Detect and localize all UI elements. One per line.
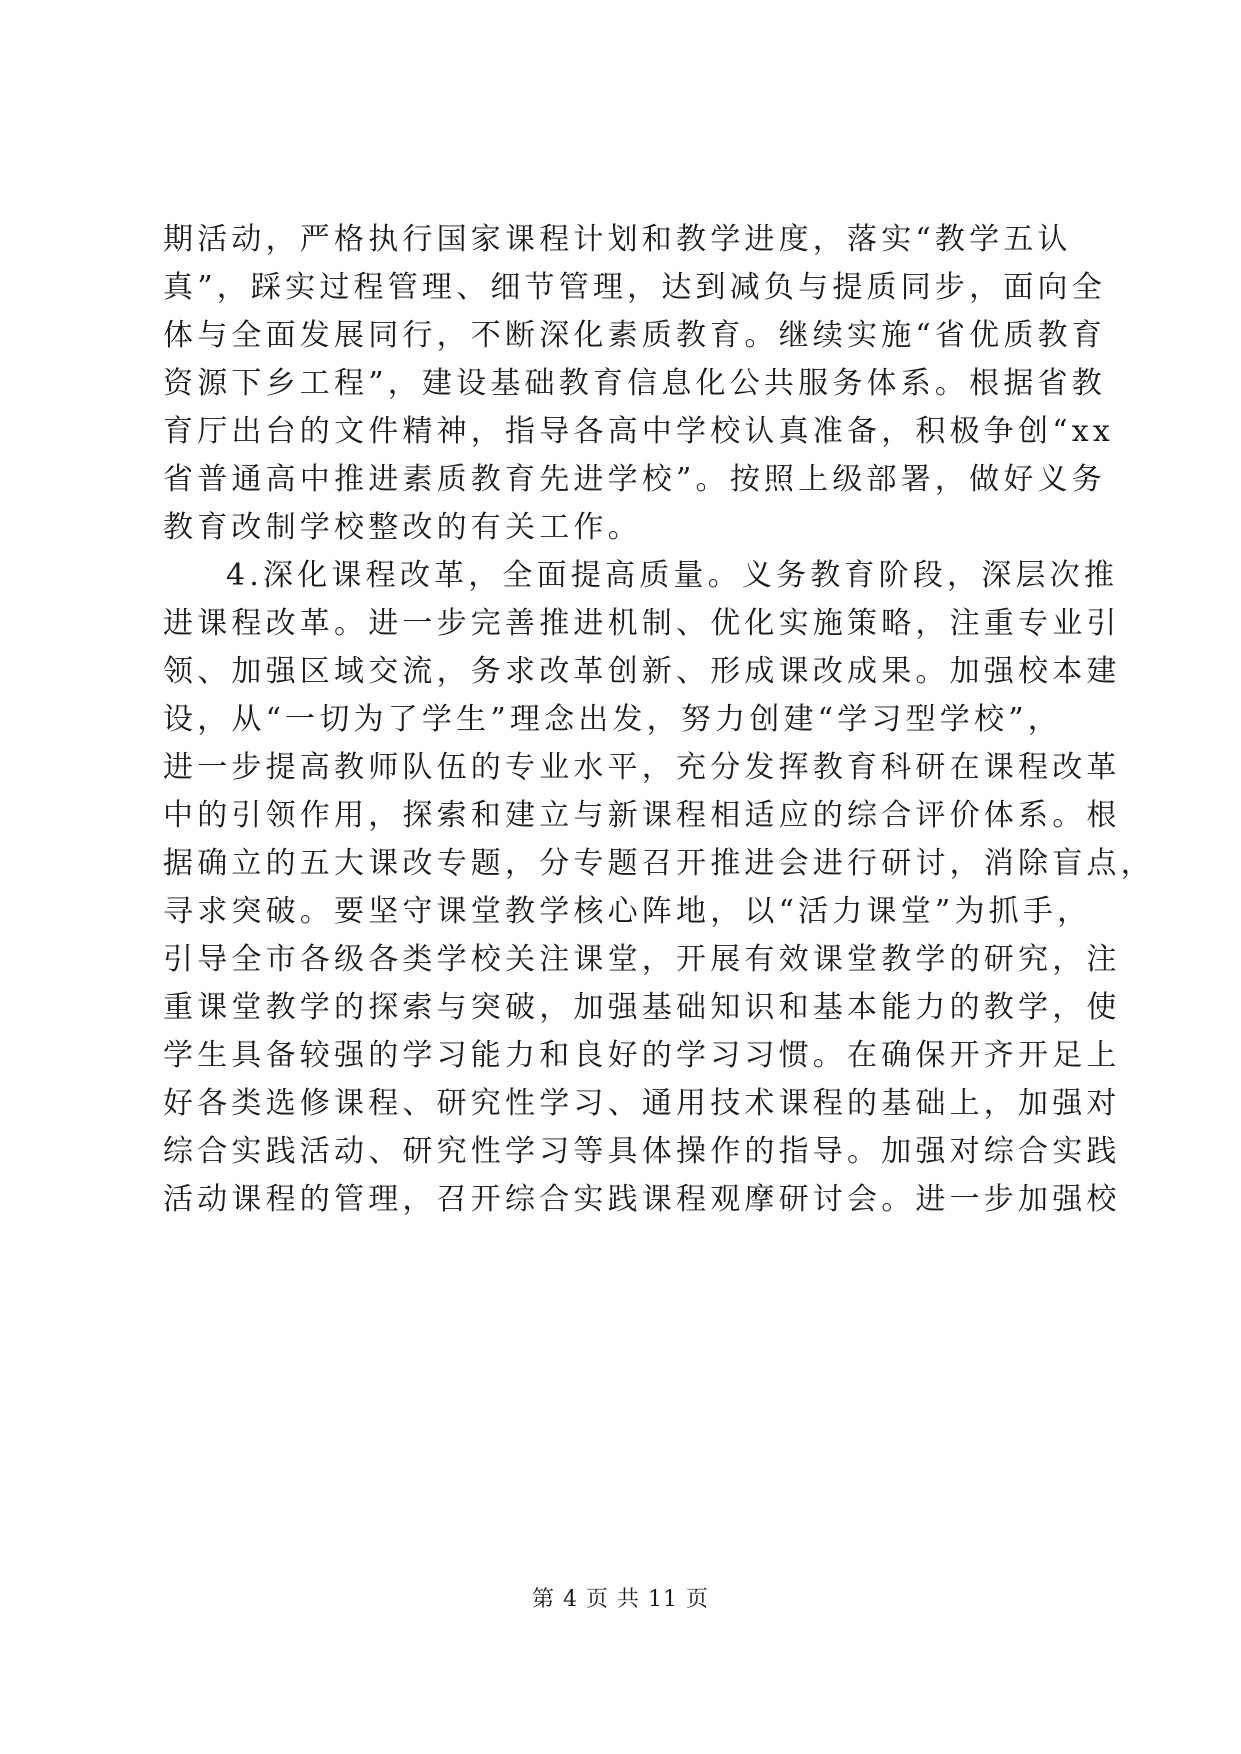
- body-text-line: 育厅出台的文件精神，指导各高中学校认真准备，积极争创“xx: [163, 414, 1114, 449]
- body-text-line: 资源下乡工程”，建设基础教育信息化公共服务体系。根据省教: [163, 366, 1106, 401]
- body-text-line: 省普通高中推进素质教育先进学校”。按照上级部署，做好义务: [163, 462, 1106, 497]
- body-text-line: 进课程改革。进一步完善推进机制、优化实施策略，注重专业引: [163, 606, 1121, 641]
- body-text-line: 期活动，严格执行国家课程计划和教学进度，落实“教学五认: [163, 222, 1072, 257]
- page-number-footer: 第 4 页 共 11 页: [532, 1587, 709, 1612]
- body-text-line: 体与全面发展同行，不断深化素质教育。继续实施“省优质教育: [163, 318, 1106, 353]
- paragraph-first-line: 4.深化课程改革，全面提高质量。义务教育阶段，深层次推: [226, 558, 1119, 593]
- body-text-line: 设，从“一切为了学生”理念出发，努力创建“学习型学校”，: [163, 702, 1062, 737]
- body-text-line: 领、加强区域交流，务求改革创新、形成课改成果。加强校本建: [163, 654, 1121, 689]
- body-text-line: 教育改制学校整改的有关工作。: [163, 510, 642, 545]
- body-text-line: 综合实践活动、研究性学习等具体操作的指导。加强对综合实践: [163, 1134, 1121, 1169]
- body-text-line: 中的引领作用，探索和建立与新课程相适应的综合评价体系。根: [163, 798, 1121, 833]
- body-text-line: 据确立的五大课改专题，分专题召开推进会进行研讨，消除盲点，: [163, 846, 1155, 881]
- body-text-line: 引导全市各级各类学校关注课堂，开展有效课堂教学的研究，注: [163, 942, 1121, 977]
- body-text-line: 真”，踩实过程管理、细节管理，达到减负与提质同步，面向全: [163, 270, 1106, 305]
- body-text-line: 好各类选修课程、研究性学习、通用技术课程的基础上，加强对: [163, 1086, 1121, 1121]
- body-text-line: 活动课程的管理，召开综合实践课程观摩研讨会。进一步加强校: [163, 1182, 1121, 1217]
- body-text-line: 学生具备较强的学习能力和良好的学习习惯。在确保开齐开足上: [163, 1038, 1121, 1073]
- body-text-line: 进一步提高教师队伍的专业水平，充分发挥教育科研在课程改革: [163, 750, 1121, 785]
- body-text-line: 寻求突破。要坚守课堂教学核心阵地，以“活力课堂”为抓手，: [163, 894, 1092, 929]
- body-text-line: 重课堂教学的探索与突破，加强基础知识和基本能力的教学，使: [163, 990, 1121, 1025]
